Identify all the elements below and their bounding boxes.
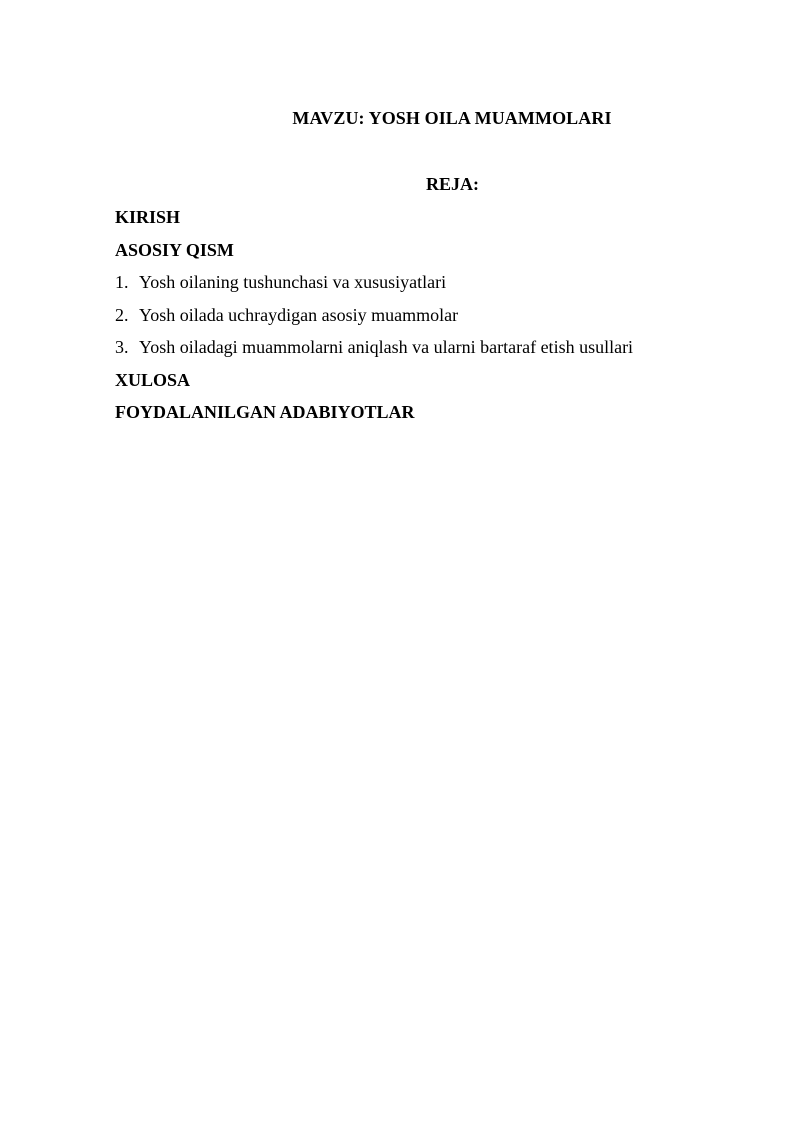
outline-item-3 (115, 336, 735, 369)
outline-item-1 (115, 271, 735, 304)
outline-item-number: 1. (115, 272, 129, 292)
outline-intro: KIRISH (115, 207, 181, 227)
outline-main-part: ASOSIY QISM (115, 239, 234, 260)
outline-item-text: Yosh oilaning tushunchasi va xususiyatlari (139, 272, 447, 292)
outline-references: FOYDALANILGAN ADABIYOTLAR (115, 402, 415, 422)
outline-conclusion: XULOSA (115, 369, 191, 390)
plan-heading: REJA: (426, 174, 479, 194)
outline-item-text: Yosh oiladagi muammolarni aniqlash va ularni bartaraf etish usullari (139, 337, 634, 357)
outline-item-text: Yosh oilada uchraydigan asosiy muammolar (139, 304, 459, 325)
outline-item-number: 2. (115, 304, 129, 325)
outline-item-2 (115, 304, 735, 337)
outline-item-number: 3. (115, 337, 129, 357)
outline-list (115, 206, 735, 434)
document-title: MAVZU: YOSH OILA MUAMMOLARI (292, 108, 612, 128)
